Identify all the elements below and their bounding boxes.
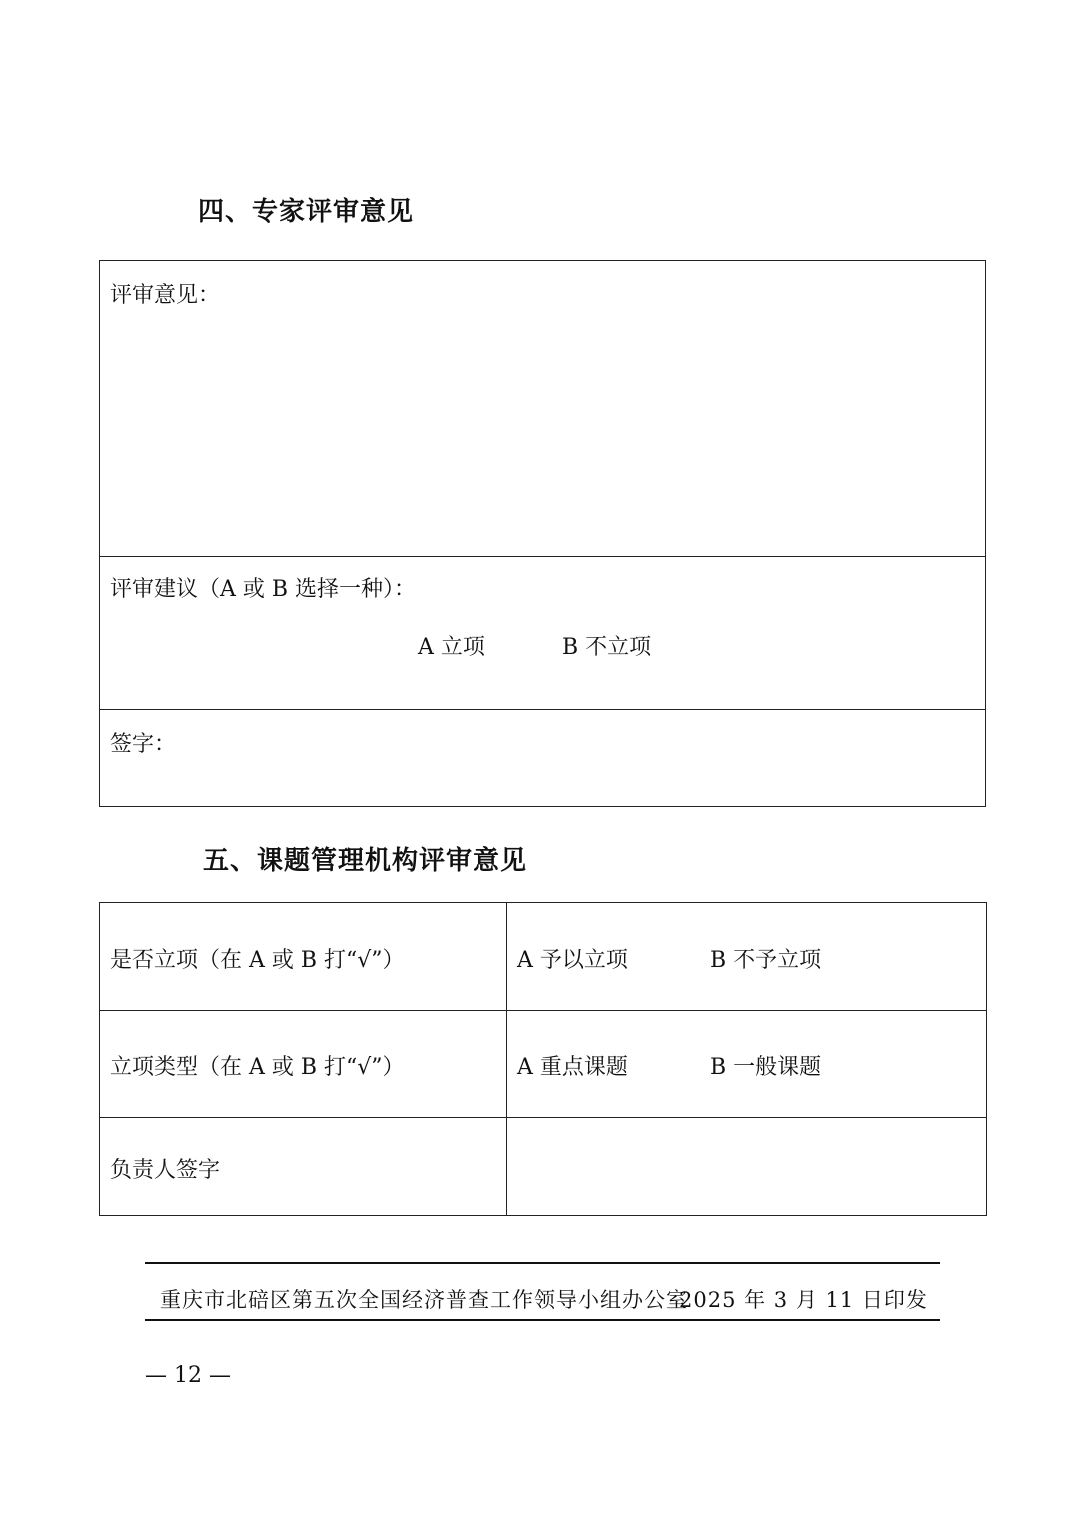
table-divider <box>99 556 986 557</box>
row-approval-option-b[interactable]: B 不予立项 <box>710 948 822 973</box>
row-type-option-b[interactable]: B 一般课题 <box>710 1055 822 1080</box>
section5-heading: 五、课题管理机构评审意见 <box>203 846 528 876</box>
section4-heading: 四、专家评审意见 <box>198 197 415 227</box>
option-b-reject[interactable]: B 不立项 <box>562 635 652 660</box>
footer-top-rule <box>145 1262 940 1264</box>
expert-review-table <box>99 260 986 807</box>
footer-date: 2025 年 3 月 11 日印发 <box>679 1288 928 1312</box>
row-approval-label: 是否立项（在 A 或 B 打“√”） <box>110 948 405 973</box>
row-approval-option-a[interactable]: A 予以立项 <box>517 948 628 973</box>
row-type-label: 立项类型（在 A 或 B 打“√”） <box>110 1055 405 1080</box>
footer-bottom-rule <box>145 1319 940 1321</box>
option-a-approve[interactable]: A 立项 <box>418 635 485 660</box>
signature-label: 签字： <box>110 732 177 757</box>
footer-issuer: 重庆市北碚区第五次全国经济普查工作领导小组办公室 <box>160 1288 688 1312</box>
review-suggestion-label: 评审建议（A 或 B 选择一种）： <box>110 577 417 602</box>
table-divider <box>99 1117 987 1118</box>
row-type-option-a[interactable]: A 重点课题 <box>517 1055 628 1080</box>
table-divider <box>99 709 986 710</box>
review-opinion-label: 评审意见： <box>110 283 221 308</box>
table-divider <box>99 1010 987 1011</box>
table-column-divider <box>506 902 507 1216</box>
page-number: — 12 — <box>145 1363 231 1388</box>
row-signature-label: 负责人签字 <box>110 1158 221 1183</box>
